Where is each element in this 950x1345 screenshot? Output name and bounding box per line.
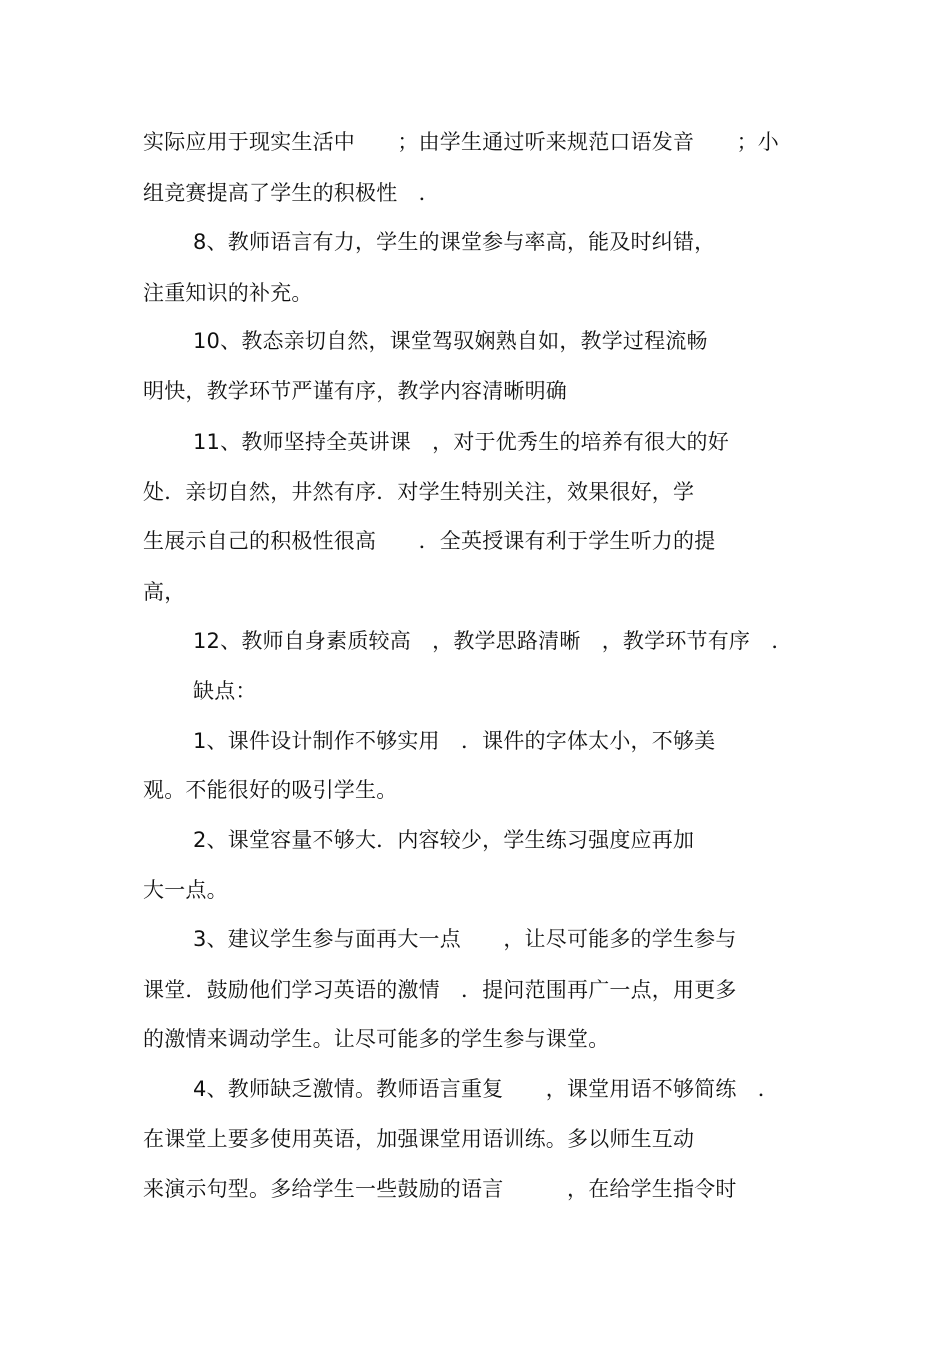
text-line: 课堂．鼓励他们学习英语的激情 ．提问范围再广一点，用更多: [143, 978, 737, 1002]
text-line: 在课堂上要多使用英语，加强课堂用语训练。多以师生互动: [143, 1127, 695, 1151]
text-line: 4、教师缺乏激情。教师语言重复 ，课堂用语不够简练 ．: [193, 1077, 779, 1101]
text-line: 2、课堂容量不够大．内容较少，学生练习强度应再加: [193, 828, 695, 852]
text-line: 大一点。: [143, 878, 228, 902]
text-line: 的激情来调动学生。让尽可能多的学生参与课堂。: [143, 1027, 610, 1051]
text-line: 生展示自己的积极性很高 ．全英授课有利于学生听力的提: [143, 529, 716, 553]
text-line: 11、教师坚持全英讲课 ，对于优秀生的培养有很大的好: [193, 430, 729, 454]
text-line: 观。不能很好的吸引学生。: [143, 778, 398, 802]
text-line: 明快，教学环节严谨有序，教学内容清晰明确: [143, 379, 567, 403]
text-line: 注重知识的补充。: [143, 281, 313, 305]
text-line: 10、教态亲切自然，课堂驾驭娴熟自如，教学过程流畅: [193, 329, 708, 353]
section-heading-shortcomings: 缺点：: [193, 679, 257, 703]
text-line: 组竞赛提高了学生的积极性 ．: [143, 181, 440, 205]
text-line: 12、教师自身素质较高 ，教学思路清晰 ，教学环节有序 ．: [193, 629, 793, 653]
text-line: 高，: [143, 580, 186, 604]
text-line: 来演示句型。多给学生一些鼓励的语言 ，在给学生指令时: [143, 1177, 737, 1201]
text-line: 实际应用于现实生活中 ；由学生通过听来规范口语发音 ；小: [143, 130, 779, 154]
text-line: 处．亲切自然，井然有序．对学生特别关注，效果很好，学: [143, 480, 695, 504]
text-line: 8、教师语言有力，学生的课堂参与率高，能及时纠错，: [193, 230, 716, 254]
text-line: 1、课件设计制作不够实用 ．课件的字体太小，不够美: [193, 729, 716, 753]
text-line: 3、建议学生参与面再大一点 ，让尽可能多的学生参与: [193, 927, 737, 951]
